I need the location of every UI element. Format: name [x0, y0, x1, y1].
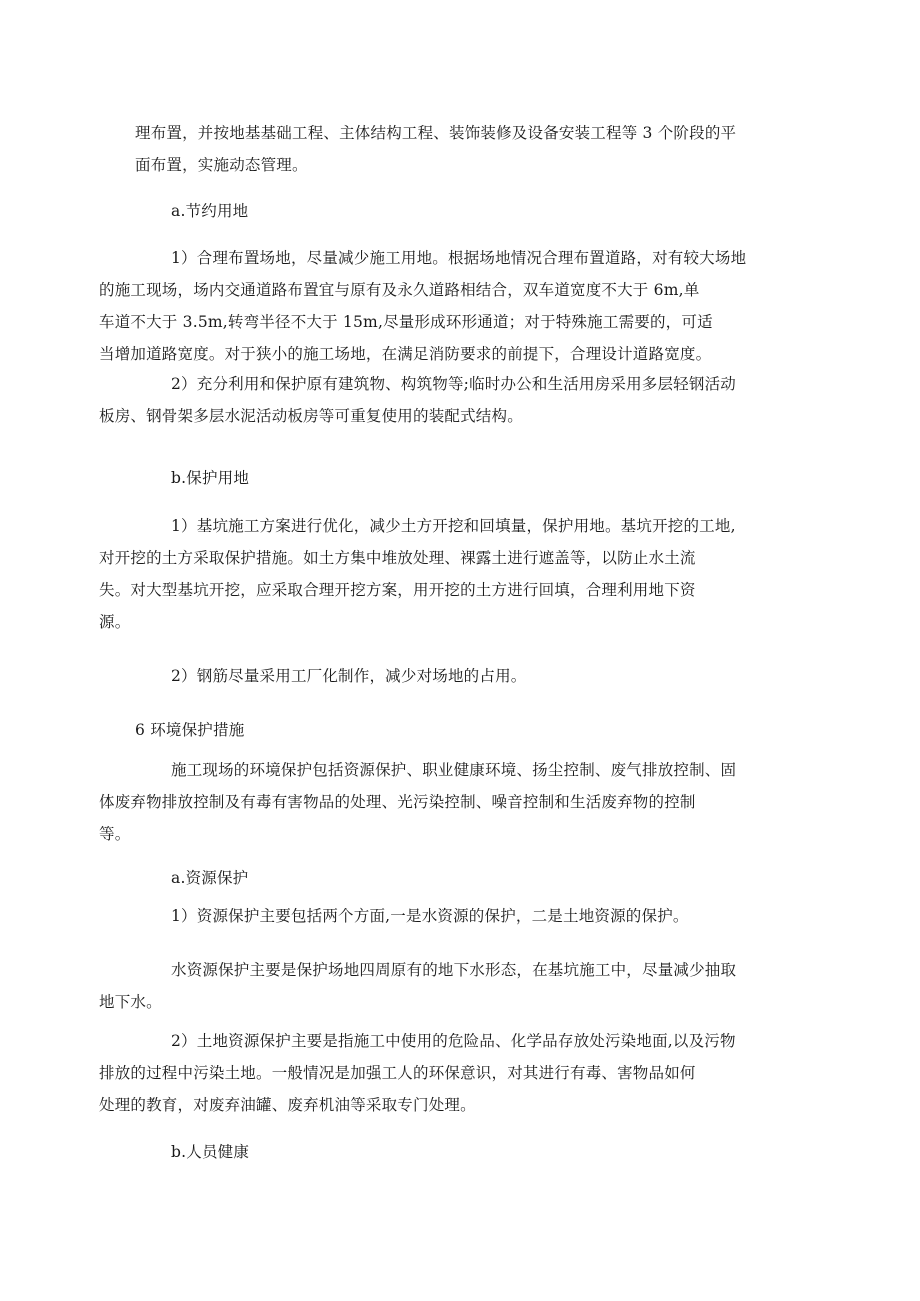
text-line: 1）基坑施工方案进行优化，减少土方开挖和回填量，保护用地。基坑开挖的工地, — [171, 517, 736, 535]
paragraph-site-layout — [99, 242, 785, 370]
text-line: 地下水。 — [99, 993, 162, 1011]
text-line: 处理的教育，对废弃油罐、废弃机油等采取专门处理。 — [99, 1096, 476, 1114]
heading-protect-land — [135, 462, 785, 494]
heading-resource-protection — [135, 862, 785, 894]
text-line: 2）土地资源保护主要是指施工中使用的危险品、化学品存放处污染地面,以及污物 — [171, 1032, 736, 1050]
text-line: b.人员健康 — [171, 1143, 250, 1161]
text-line: 失。对大型基坑开挖，应采取合理开挖方案，用开挖的土方进行回填，合理利用地下资 — [99, 581, 696, 599]
text-line: 源。 — [99, 613, 131, 631]
text-line: 车道不大于 3.5m,转弯半径不大于 15m,尽量形成环形通道；对于特殊施工需要的，可适 — [99, 313, 713, 331]
text-line: 1）资源保护主要包括两个方面,一是水资源的保护，二是土地资源的保护。 — [171, 907, 689, 925]
paragraph-environment-scope — [99, 754, 785, 850]
paragraph-water-protection — [99, 954, 785, 1018]
text-line: 施工现场的环境保护包括资源保护、职业健康环境、扬尘控制、废气排放控制、固 — [171, 761, 737, 779]
text-line: 排放的过程中污染土地。一般情况是加强工人的环保意识，对其进行有毒、害物品如何 — [99, 1064, 696, 1082]
text-line: 的施工现场，场内交通道路布置宜与原有及永久道路相结合，双车道宽度不大于 6m,单 — [99, 281, 700, 299]
text-line: 体废弃物排放控制及有毒有害物品的处理、光污染控制、噪音控制和生活废弃物的控制 — [99, 793, 696, 811]
text-line: 当增加道路宽度。对于狭小的施工场地，在满足消防要求的前提下，合理设计道路宽度。 — [99, 345, 712, 363]
heading-personnel-health — [135, 1136, 785, 1168]
section-heading-environment — [135, 714, 785, 746]
text-line: 水资源保护主要是保护场地四周原有的地下水形态，在基坑施工中，尽量减少抽取 — [171, 961, 737, 979]
paragraph-resource-two-aspects — [135, 900, 785, 932]
text-line: 2）钢筋尽量采用工厂化制作，减少对场地的占用。 — [171, 667, 527, 685]
text-line: 2）充分利用和保护原有建筑物、构筑物等;临时办公和生活用房采用多层轻钢活动 — [171, 375, 736, 393]
text-line: 6 环境保护措施 — [135, 721, 245, 739]
text-line: 理布置，并按地基基础工程、主体结构工程、装饰装修及设备安装工程等 3 个阶段的平 — [135, 124, 737, 142]
paragraph-foundation-pit — [99, 510, 785, 638]
paragraph-layout-continuation — [135, 117, 785, 181]
text-line: 等。 — [99, 825, 131, 843]
paragraph-land-protection — [99, 1025, 785, 1121]
text-line: 板房、钢骨架多层水泥活动板房等可重复使用的装配式结构。 — [99, 407, 523, 425]
paragraph-existing-buildings — [99, 368, 785, 432]
text-line: b.保护用地 — [171, 469, 250, 487]
text-line: 对开挖的土方采取保护措施。如土方集中堆放处理、裸露土进行遮盖等，以防止水土流 — [99, 549, 696, 567]
text-line: 1）合理布置场地，尽量减少施工用地。根据场地情况合理布置道路，对有较大场地 — [171, 249, 747, 267]
text-line: 面布置，实施动态管理。 — [135, 156, 308, 174]
text-line: a.节约用地 — [171, 202, 249, 220]
heading-save-land — [135, 195, 785, 227]
paragraph-rebar — [135, 660, 785, 692]
text-line: a.资源保护 — [171, 869, 249, 887]
